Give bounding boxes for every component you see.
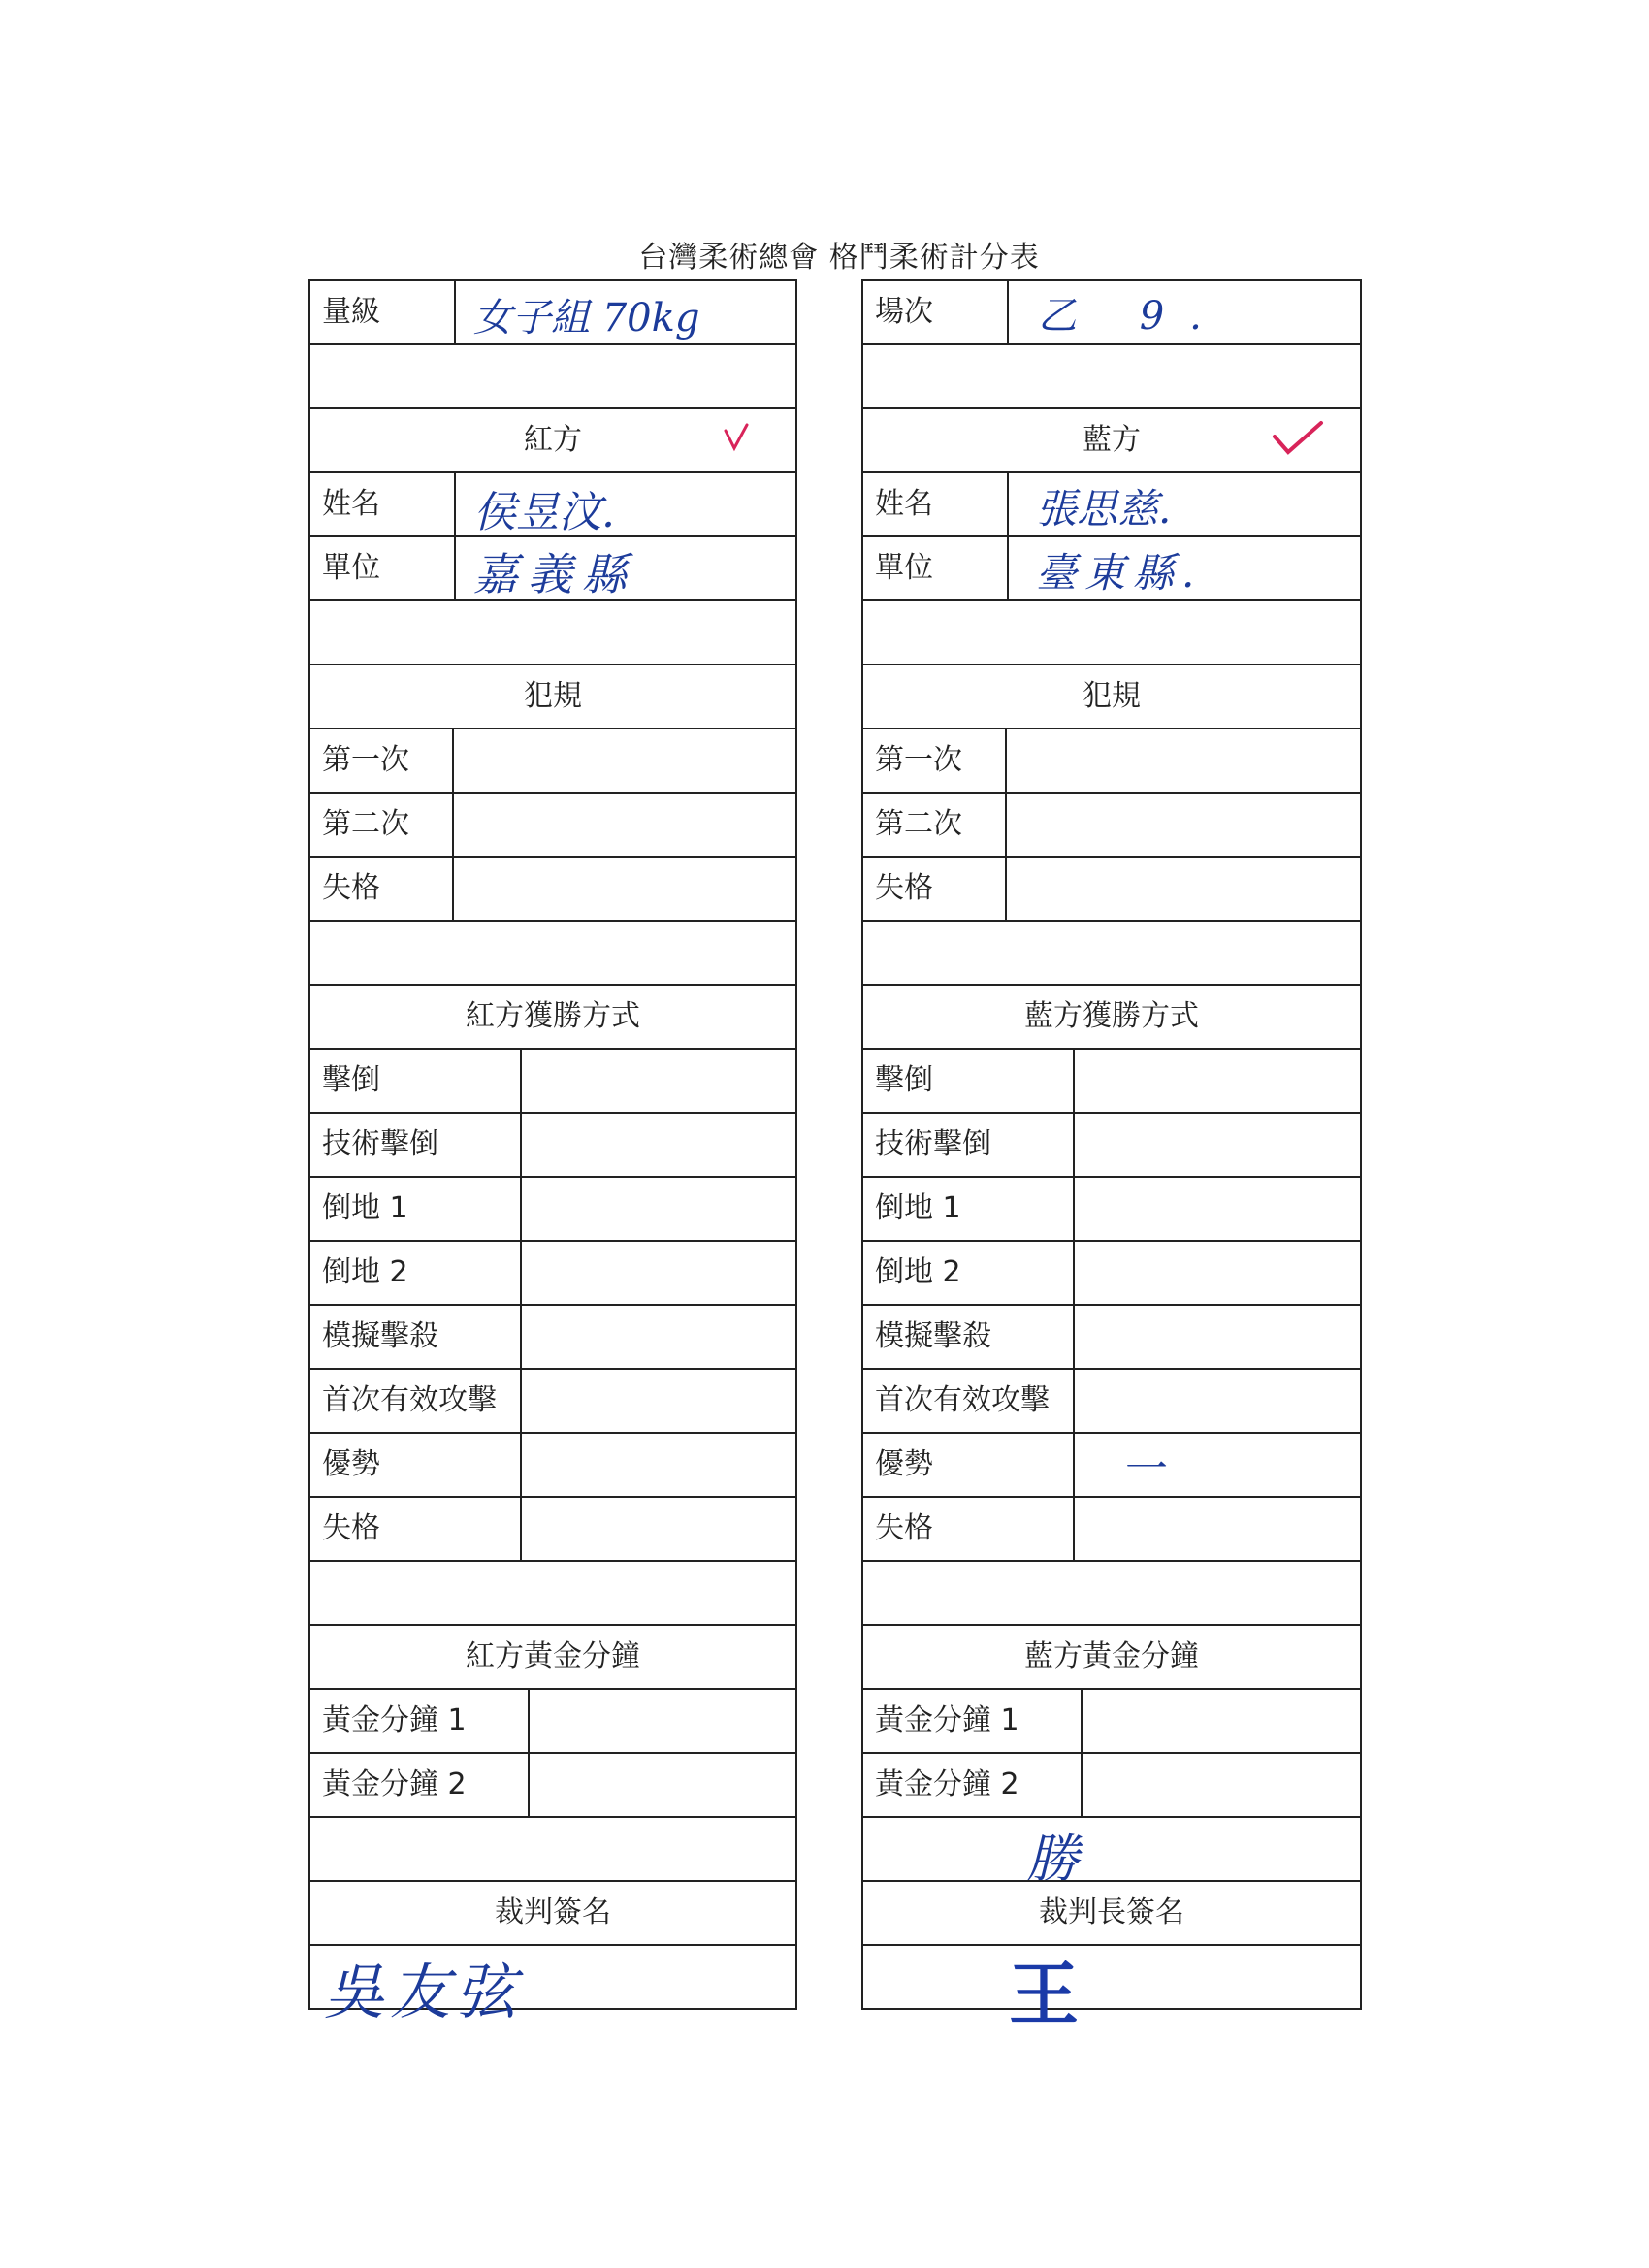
- spacer-row: [310, 1560, 795, 1624]
- blue-win-label: 首次有效攻擊: [863, 1370, 1075, 1432]
- blue-win-label: 技術擊倒: [863, 1114, 1075, 1176]
- blue-win-title: 藍方獲勝方式: [1024, 999, 1199, 1033]
- blue-foul-field[interactable]: [1007, 794, 1360, 856]
- match-no-label: 場次: [863, 281, 1009, 343]
- weight-class-value: 女子組 70kg: [473, 296, 700, 340]
- blue-foul-label: 第一次: [863, 729, 1007, 792]
- red-name-label: 姓名: [310, 473, 456, 535]
- red-win-label: 倒地 2: [310, 1242, 522, 1304]
- red-win-row: [310, 1176, 795, 1240]
- red-name-field[interactable]: [456, 473, 795, 535]
- red-unit-label: 單位: [310, 537, 456, 599]
- blue-check-mark: [1271, 419, 1325, 458]
- red-win-row: [310, 1496, 795, 1560]
- blue-win-field[interactable]: [1075, 1370, 1360, 1432]
- blue-win-row: [863, 1176, 1360, 1240]
- blue-sign-header: [863, 1880, 1360, 1944]
- red-foul-label: 失格: [310, 858, 454, 920]
- red-win-field[interactable]: [522, 1114, 795, 1176]
- blue-win-label: 模擬擊殺: [863, 1306, 1075, 1368]
- spacer-row: [863, 1560, 1360, 1624]
- blue-win-label: 失格: [863, 1498, 1075, 1560]
- red-golden-label: 黃金分鐘 2: [310, 1754, 530, 1816]
- red-win-row: [310, 1048, 795, 1112]
- spacer-row: [863, 343, 1360, 407]
- blue-golden-field[interactable]: [1083, 1754, 1360, 1816]
- blue-win-field[interactable]: [1075, 1178, 1360, 1240]
- red-fouls-title: 犯規: [524, 679, 582, 713]
- match-no-field[interactable]: [1009, 281, 1360, 343]
- blue-side-label: 藍方: [1083, 423, 1141, 457]
- red-golden-field[interactable]: [530, 1754, 795, 1816]
- red-win-label: 擊倒: [310, 1050, 522, 1112]
- blue-win-field[interactable]: [1075, 1498, 1360, 1560]
- red-win-label: 技術擊倒: [310, 1114, 522, 1176]
- blue-win-field[interactable]: [1075, 1114, 1360, 1176]
- referee-sign-row: [310, 1944, 795, 2027]
- blue-golden-row: [863, 1688, 1360, 1752]
- red-golden-label: 黃金分鐘 1: [310, 1690, 530, 1752]
- blue-golden-header: [863, 1624, 1360, 1688]
- winner-note-field[interactable]: [863, 1818, 1360, 1890]
- weight-class-row: [310, 279, 795, 343]
- red-sheet: [308, 279, 797, 2027]
- red-side-header: [310, 407, 795, 471]
- spacer-row: [310, 599, 795, 664]
- red-foul-label: 第二次: [310, 794, 454, 856]
- blue-name-value: 張思慈.: [1036, 485, 1172, 533]
- red-win-label: 失格: [310, 1498, 522, 1560]
- blue-win-row: [863, 1240, 1360, 1304]
- blue-name-field[interactable]: [1009, 473, 1360, 535]
- red-win-header: [310, 984, 795, 1048]
- red-foul-field[interactable]: [454, 794, 795, 856]
- red-win-field[interactable]: [522, 1498, 795, 1560]
- blue-win-label: 倒地 1: [863, 1178, 1075, 1240]
- blue-foul-row: [863, 792, 1360, 856]
- chief-referee-sign-row: [863, 1944, 1360, 2035]
- blue-foul-field[interactable]: [1007, 729, 1360, 792]
- red-win-label: 倒地 1: [310, 1178, 522, 1240]
- red-golden-row: [310, 1752, 795, 1816]
- red-check-mark: [722, 421, 751, 454]
- referee-signature: 吳友弦: [324, 1957, 523, 2027]
- red-win-label: 模擬擊殺: [310, 1306, 522, 1368]
- blue-win-label: 擊倒: [863, 1050, 1075, 1112]
- spacer-row: [310, 343, 795, 407]
- blue-win-field[interactable]: [1075, 1434, 1360, 1496]
- blue-name-row: [863, 471, 1360, 535]
- red-golden-title: 紅方黃金分鐘: [466, 1639, 640, 1673]
- red-name-row: [310, 471, 795, 535]
- blue-side-header: [863, 407, 1360, 471]
- red-win-field[interactable]: [522, 1434, 795, 1496]
- blue-win-label: 優勢: [863, 1434, 1075, 1496]
- red-foul-row: [310, 856, 795, 920]
- blue-foul-label: 第二次: [863, 794, 1007, 856]
- blue-win-field[interactable]: [1075, 1242, 1360, 1304]
- blue-sheet: [861, 279, 1362, 2035]
- red-win-field[interactable]: [522, 1306, 795, 1368]
- blue-golden-field[interactable]: [1083, 1690, 1360, 1752]
- winner-note-row: [863, 1816, 1360, 1890]
- match-no-row: [863, 279, 1360, 343]
- red-unit-field[interactable]: [456, 537, 795, 599]
- blue-win-row: [863, 1304, 1360, 1368]
- spacer-row: [310, 1816, 795, 1880]
- blue-golden-row: [863, 1752, 1360, 1816]
- weight-class-label: 量級: [310, 281, 456, 343]
- match-no-value: 乙 9.: [1038, 294, 1227, 339]
- weight-class-field[interactable]: [456, 281, 795, 343]
- red-win-row: [310, 1240, 795, 1304]
- chief-referee-sign-field[interactable]: [863, 1946, 1360, 2035]
- blue-unit-row: [863, 535, 1360, 599]
- chief-referee-sign-title: 裁判長簽名: [1039, 1895, 1184, 1929]
- spacer-row: [863, 920, 1360, 984]
- blue-name-label: 姓名: [863, 473, 1009, 535]
- red-win-field[interactable]: [522, 1178, 795, 1240]
- red-win-row: [310, 1368, 795, 1432]
- blue-foul-row: [863, 856, 1360, 920]
- red-win-label: 首次有效攻擊: [310, 1370, 522, 1432]
- red-golden-header: [310, 1624, 795, 1688]
- red-win-field[interactable]: [522, 1050, 795, 1112]
- referee-sign-title: 裁判簽名: [495, 1895, 611, 1929]
- red-golden-field[interactable]: [530, 1690, 795, 1752]
- blue-foul-row: [863, 728, 1360, 792]
- referee-sign-field[interactable]: [310, 1946, 795, 2027]
- red-win-row: [310, 1112, 795, 1176]
- red-win-title: 紅方獲勝方式: [466, 999, 640, 1033]
- red-foul-label: 第一次: [310, 729, 454, 792]
- blue-win-header: [863, 984, 1360, 1048]
- document-title: 台灣柔術總會 格鬥柔術計分表: [638, 241, 1040, 275]
- blue-foul-field[interactable]: [1007, 858, 1360, 920]
- blue-golden-label: 黃金分鐘 2: [863, 1754, 1083, 1816]
- blue-unit-value: 臺東縣.: [1036, 549, 1203, 597]
- spacer-row: [310, 920, 795, 984]
- blue-golden-label: 黃金分鐘 1: [863, 1690, 1083, 1752]
- blue-fouls-title: 犯規: [1083, 679, 1141, 713]
- red-sign-header: [310, 1880, 795, 1944]
- red-golden-row: [310, 1688, 795, 1752]
- red-foul-field[interactable]: [454, 858, 795, 920]
- blue-win-label: 倒地 2: [863, 1242, 1075, 1304]
- spacer-row: [863, 599, 1360, 664]
- blue-unit-label: 單位: [863, 537, 1009, 599]
- red-unit-value: 嘉義縣: [473, 548, 636, 600]
- red-foul-field[interactable]: [454, 729, 795, 792]
- blue-win-row: [863, 1112, 1360, 1176]
- red-win-field[interactable]: [522, 1370, 795, 1432]
- red-win-label: 優勢: [310, 1434, 522, 1496]
- red-foul-row: [310, 728, 795, 792]
- blue-win-field[interactable]: [1075, 1306, 1360, 1368]
- blue-foul-label: 失格: [863, 858, 1007, 920]
- winner-note: 勝: [1026, 1829, 1079, 1890]
- blue-win-row: [863, 1496, 1360, 1560]
- blue-win-row: [863, 1048, 1360, 1112]
- blue-win-row: [863, 1368, 1360, 1432]
- red-unit-row: [310, 535, 795, 599]
- red-side-label: 紅方: [524, 423, 582, 457]
- chief-referee-signature: 王: [1009, 1953, 1080, 2035]
- red-win-field[interactable]: [522, 1242, 795, 1304]
- blue-win-row: [863, 1432, 1360, 1496]
- blue-fouls-header: [863, 664, 1360, 728]
- red-fouls-header: [310, 664, 795, 728]
- red-foul-row: [310, 792, 795, 856]
- blue-advantage-value: 一: [1125, 1444, 1168, 1494]
- red-win-row: [310, 1304, 795, 1368]
- red-win-row: [310, 1432, 795, 1496]
- blue-unit-field[interactable]: [1009, 537, 1360, 599]
- blue-win-field[interactable]: [1075, 1050, 1360, 1112]
- blue-golden-title: 藍方黃金分鐘: [1024, 1639, 1199, 1673]
- red-name-value: 侯昱汶.: [473, 488, 615, 537]
